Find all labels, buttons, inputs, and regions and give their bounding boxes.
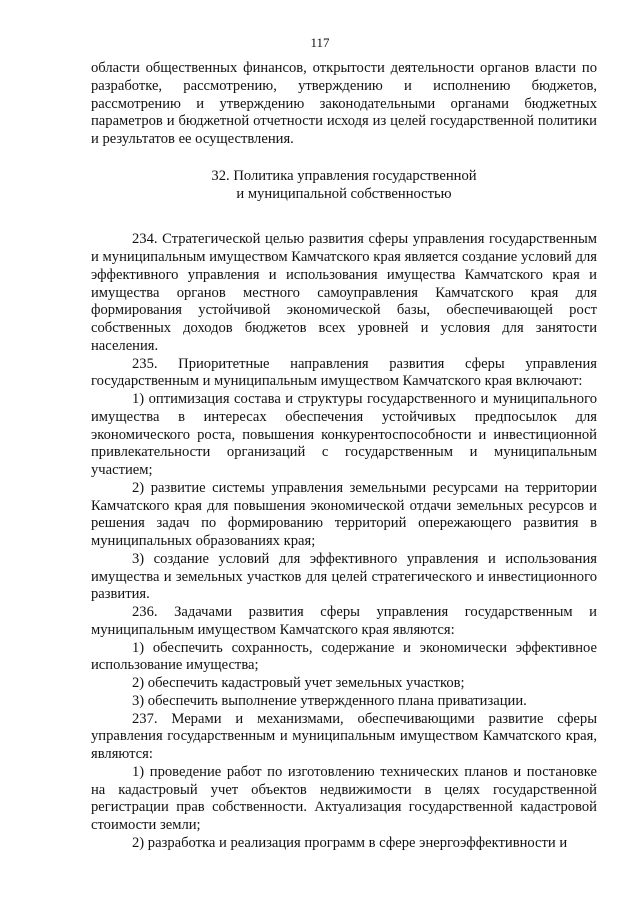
list-item-235-1: 1) оптимизация состава и структуры государственного и муниципального имущества в интересах обеспечения устойчивых предпосылок для экономического роста, повышения конкурентоспособности и инвестиционной привлекательности организаций с государственным и муниципальным участием; xyxy=(91,391,597,478)
list-item-236-2: 2) обеспечить кадастровый учет земельных участков; xyxy=(132,675,465,691)
list-item-237-1: 1) проведение работ по изготовлению технических планов и постановке на кадастровый учет объектов недвижимости в целях государственной регистрации прав собственности. Актуализация государственной кадастровой стоимости земли; xyxy=(91,763,597,833)
list-item-237-2: 2) разработка и реализация программ в сфере энергоэффективности и xyxy=(132,834,568,851)
paragraph-237: 237. Мерами и механизмами, обеспечивающими развитие сферы управления государственным и муниципальным имуществом Камчатского края, являются: xyxy=(91,710,597,762)
section-title-line-1: 32. Политика управления государственной xyxy=(211,167,477,184)
section-heading xyxy=(91,168,597,204)
list-item-235-3: 3) создание условий для эффективного управления и использования имущества и земельных участков для целей стратегического и инвестиционного развития. xyxy=(91,550,597,603)
section-title-line-2: и муниципальной собственностью xyxy=(236,185,452,202)
page-body xyxy=(91,60,597,853)
paragraph-234: 234. Стратегической целью развития сферы управления государственным и муниципальным имуществом Камчатского края является создание условий для эффективного управления и использования имущества Камчатского края и имущества органов местного самоуправления Камчатского края для формирования устойчивой экономической базы, обеспечивающей рост собственных доходов бюджетов всех уровней и условия для занятости населения. xyxy=(91,231,597,354)
intro-paragraph: области общественных финансов, открытости деятельности органов власти по разработке, рассмотрению, утверждению и исполнению бюджетов, рассмотрению и утверждению законодательными органами бюджетных параметров и бюджетной отчетности исходя из целей государственной политики и результатов ее осуществления. xyxy=(91,60,597,147)
page-number: 117 xyxy=(310,35,330,50)
list-item-235-2: 2) развитие системы управления земельными ресурсами на территории Камчатского края для повышения экономической отдачи земельных ресурсов и решения задач по формированию территорий опережающего развития в муниципальных образованиях края; xyxy=(91,479,597,549)
paragraph-236: 236. Задачами развития сферы управления государственным и муниципальным имуществом Камчатского края являются: xyxy=(91,604,597,638)
list-item-236-3: 3) обеспечить выполнение утвержденного плана приватизации. xyxy=(132,692,527,709)
paragraph-235: 235. Приоритетные направления развития сферы управления государственным и муниципальным имуществом Камчатского края включают: xyxy=(91,355,597,390)
list-item-236-1: 1) обеспечить сохранность, содержание и экономически эффективное использование имущества; xyxy=(91,639,597,674)
